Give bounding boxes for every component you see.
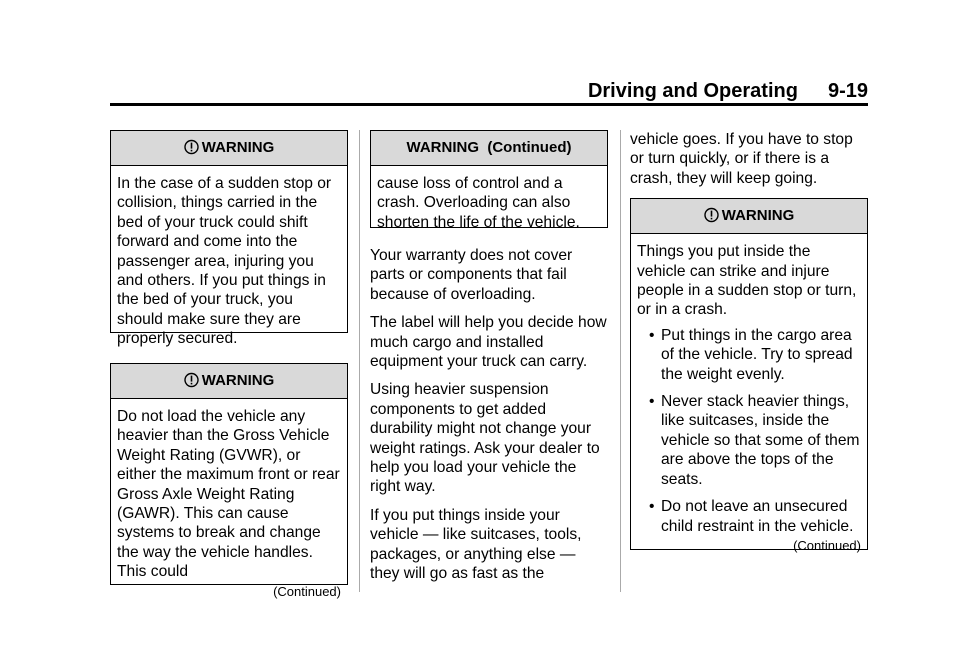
list-item: • Do not leave an unsecured child restraint in the vehicle.	[637, 497, 861, 536]
paragraph-things-inside: If you put things inside your vehicle — like suitcases, tools, packages, or anything else — they will go as fast as the	[370, 506, 582, 583]
paragraph-suspension: Using heavier suspension components to get added durability might not change your weight ratings. Ask your dealer to help you load your vehicle the right way.	[370, 381, 600, 496]
warning-box-continued	[370, 130, 608, 231]
warning-text: Things you put inside the vehicle can strike and injure people in a sudden stop or turn, or in a crash.	[637, 243, 857, 319]
list-item: • Never stack heavier things, like suitcases, inside the vehicle so that some of them are above the tops of the seats.	[637, 392, 861, 489]
warning-icon	[704, 207, 719, 223]
warning-icon	[184, 372, 199, 388]
warning-bullet-list	[637, 326, 861, 536]
continued-label: (Continued)	[793, 537, 861, 553]
page-header	[110, 80, 868, 104]
warning-box-3	[630, 198, 868, 553]
paragraph-intro: vehicle goes. If you have to stop or turn quickly, or if there is a crash, they will keep going.	[630, 131, 853, 187]
warning-text: In the case of a sudden stop or collision, things carried in the bed of your truck could shift forward and come into the passenger area, injuring you and others. If you put things in the bed of your truck, you should make sure they are properly secured.	[117, 175, 332, 348]
column-3	[630, 130, 868, 553]
warning-icon	[184, 139, 199, 155]
column-divider-2	[620, 130, 621, 592]
header-rule	[110, 103, 868, 106]
list-item: • Put things in the cargo area of the vehicle. Try to spread the weight evenly.	[637, 326, 861, 384]
paragraph-warranty: Your warranty does not cover parts or components that fail because of overloading.	[370, 247, 573, 303]
warning-title: WARNING	[111, 364, 347, 399]
warning-text: Do not load the vehicle any heavier than the Gross Vehicle Weight Rating (GVWR), or either the maximum front or rear Gross Axle Weight Rating (GAWR). This can cause systems to break and change the way the vehicle handles. This could	[117, 408, 340, 581]
warning-box-2	[110, 363, 348, 599]
column-2	[370, 130, 608, 593]
column-divider-1	[359, 130, 360, 592]
continued-label: (Continued)	[273, 583, 341, 599]
section-title: Driving and Operating	[587, 80, 798, 102]
warning-title: WARNING	[631, 199, 867, 234]
column-1	[110, 130, 348, 599]
page-number: 9-19	[827, 80, 868, 102]
warning-title: WARNING (Continued)	[371, 131, 607, 166]
warning-text: cause loss of control and a crash. Overloading can also shorten the life of the vehicle.	[377, 175, 580, 231]
warning-title: WARNING	[111, 131, 347, 166]
paragraph-label: The label will help you decide how much cargo and installed equipment your truck can carry.	[370, 314, 607, 371]
warning-box-1	[110, 130, 348, 348]
